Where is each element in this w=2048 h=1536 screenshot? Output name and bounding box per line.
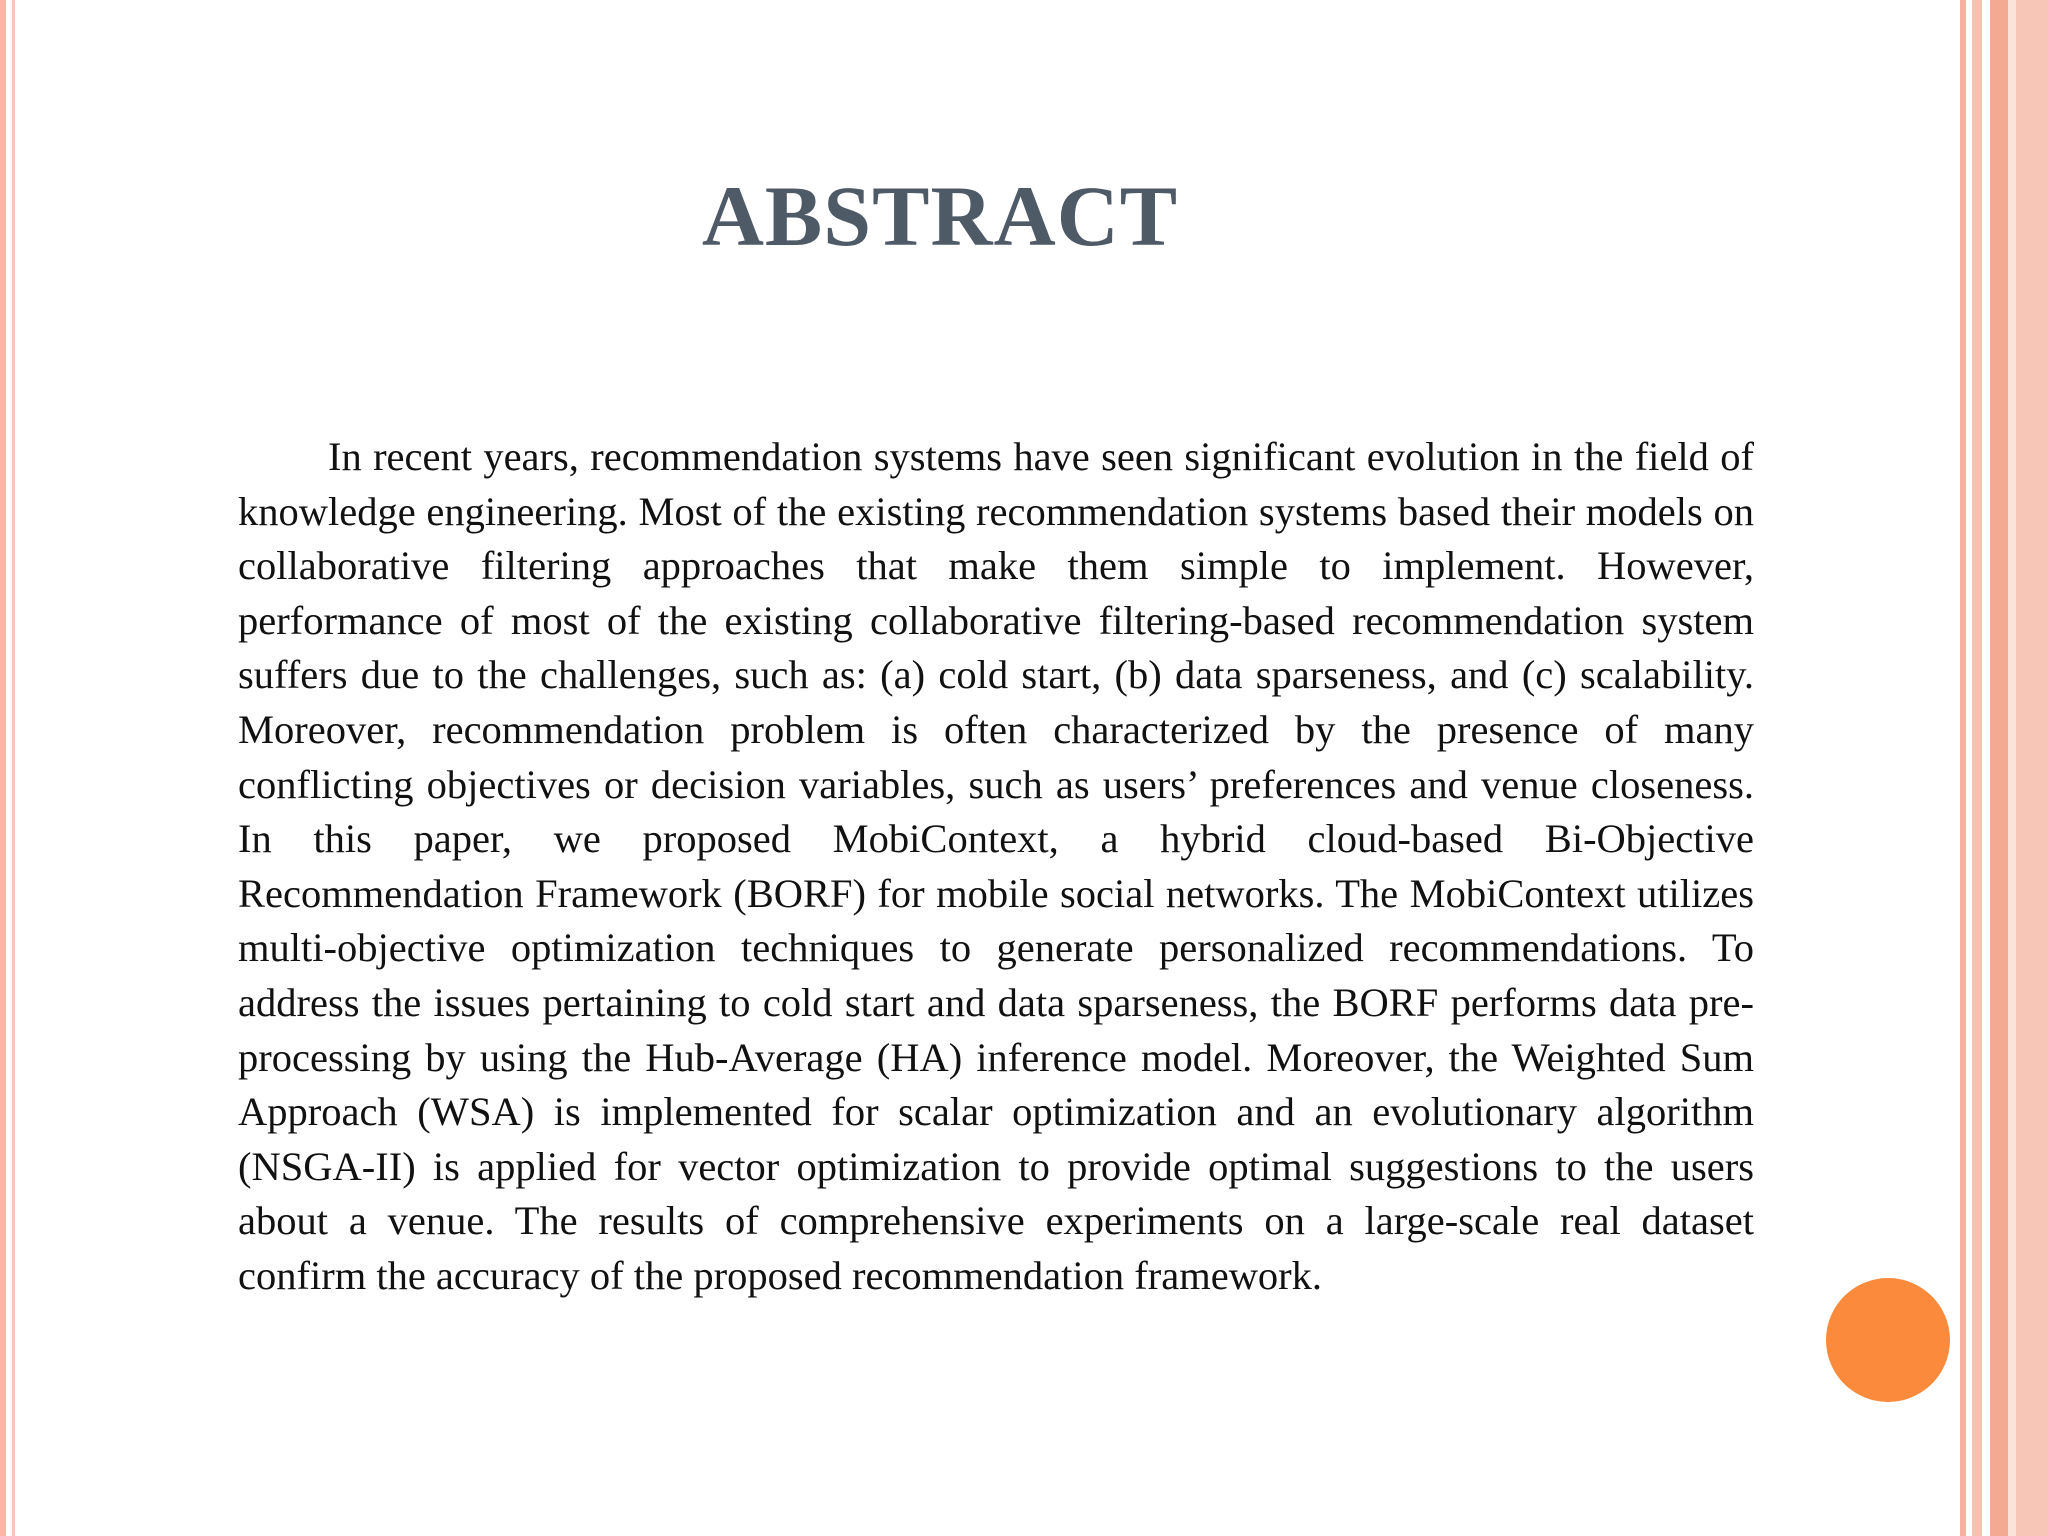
- right-border-gap: [2008, 0, 2016, 1536]
- right-border-stripe-2: [1972, 0, 1982, 1536]
- right-border-stripe-4: [2016, 0, 2048, 1536]
- decorative-circle: [1826, 1278, 1950, 1402]
- right-border-stripe-3: [1990, 0, 2008, 1536]
- abstract-text: In recent years, recommendation systems have seen significant evolution in the field of knowledge engineering. Most of the existing recommendation systems based their models on collaborative filtering approaches that make them simple to implement. However, performance of most of the existing collaborative filtering-based recommendation system suffers due to the challenges, such as: (a) cold start, (b) data sparseness, and (c) scalability. Moreover, recommendation problem is often characterized by the presence of many conflicting objectives or decision variables, such as users’ preferences and venue closeness. In this paper, we proposed MobiContext, a hybrid cloud-based Bi-Objective Recommendation Framework (BORF) for mobile social networks. The MobiContext utilizes multi-objective optimization techniques to generate personalized recommendations. To address the issues pertaining to cold start and data sparseness, the BORF performs data pre-processing by using the Hub-Average (HA) inference model. Moreover, the Weighted Sum Approach (WSA) is implemented for scalar optimization and an evolutionary algorithm (NSGA-II) is applied for vector optimization to provide optimal suggestions to the users about a venue. The results of comprehensive experiments on a large-scale real dataset confirm the accuracy of the proposed recommendation framework.: [238, 434, 1754, 1298]
- right-border-stripe-1: [1960, 0, 1966, 1536]
- slide-title: ABSTRACT: [701, 167, 1179, 264]
